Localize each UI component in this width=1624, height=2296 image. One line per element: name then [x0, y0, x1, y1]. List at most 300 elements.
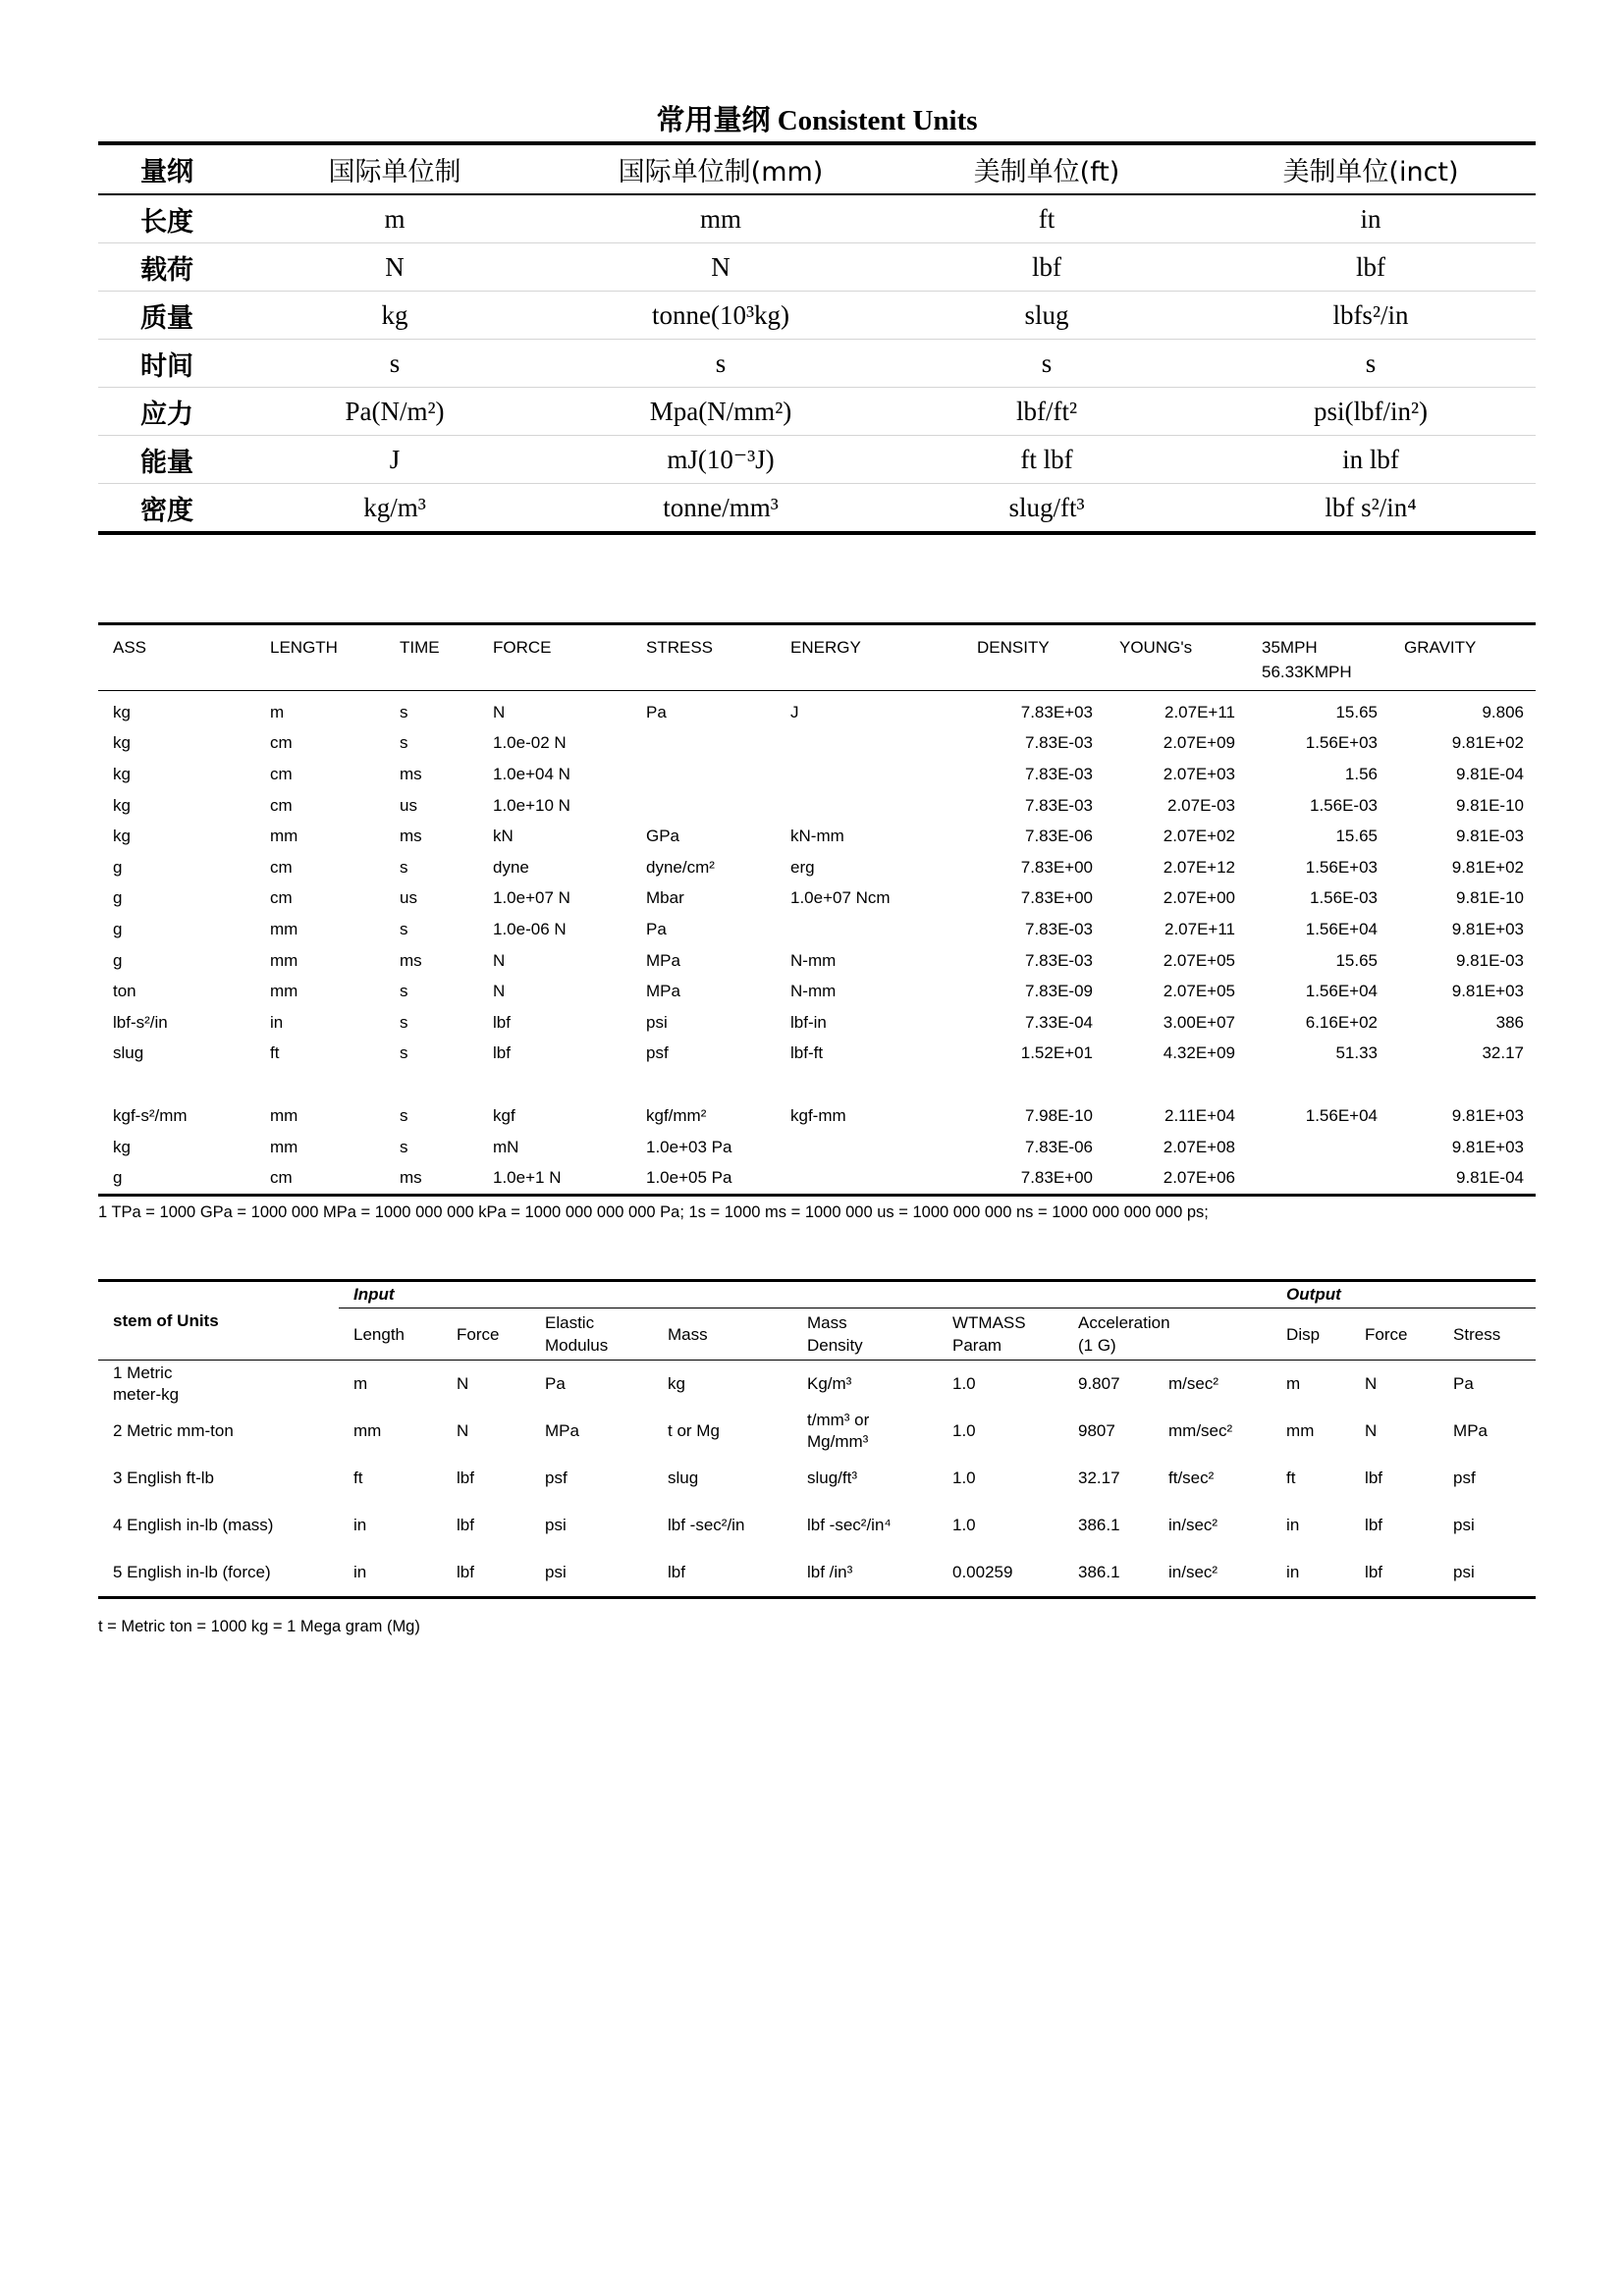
t3-out-force-cell: N	[1365, 1374, 1378, 1393]
t2-cell: 3.00E+07	[1163, 1012, 1235, 1032]
t2-cell: 1.0e+07 Ncm	[790, 888, 891, 908]
t2-cell: Pa	[646, 702, 667, 721]
t3-force-cell: lbf	[442, 1549, 530, 1598]
t2-cell: J	[790, 702, 799, 721]
table-row	[98, 945, 1536, 977]
t2-cell: 1.56E+04	[1305, 982, 1378, 1001]
t2-cell	[776, 759, 962, 790]
t1-cell: 载荷	[98, 243, 236, 292]
t2-cell: dyne	[493, 857, 529, 877]
t3-density-cell	[792, 1408, 938, 1455]
t3-stress-cell: Pa	[1453, 1374, 1474, 1393]
t2-cell: ft	[270, 1043, 280, 1063]
t2-cell	[631, 759, 776, 790]
t1-header-si-mm: 国际单位制(mm)	[554, 143, 888, 194]
t2-cell: cm	[270, 857, 293, 877]
table-spacer-row	[98, 1069, 1536, 1100]
t2-cell: 7.83E-03	[1025, 950, 1093, 970]
t2-cell: 7.83E-03	[1025, 764, 1093, 783]
t1-cell: tonne/mm³	[554, 484, 888, 534]
t3-system-cell	[98, 1549, 339, 1598]
t3-header-accel-l1: Acceleration	[1078, 1313, 1170, 1332]
t2-cell: 51.33	[1335, 1043, 1378, 1063]
t2-cell: in	[270, 1012, 284, 1032]
t2-cell: 1.0e+10 N	[493, 795, 570, 815]
t2-cell: 7.83E+00	[1020, 857, 1093, 877]
t2-cell: 4.32E+09	[1163, 1043, 1235, 1063]
t2-cell	[631, 728, 776, 760]
t2-cell: 1.0e-02 N	[493, 733, 567, 753]
t3-system-cell-line1: 2 Metric mm-ton	[113, 1421, 234, 1440]
t2-cell: mm	[270, 1105, 298, 1125]
table-row	[98, 852, 1536, 883]
table-row	[98, 243, 1536, 292]
t1-cell: lbfs²/in	[1206, 292, 1536, 340]
t2-cell: 9.81E-03	[1456, 827, 1524, 846]
t1-cell: ft lbf	[888, 436, 1206, 484]
t3-stress-cell: MPa	[1453, 1421, 1489, 1440]
t2-cell: 7.83E-03	[1025, 919, 1093, 938]
t2-cell: cm	[270, 733, 293, 753]
t2-cell: 9.81E+03	[1451, 1137, 1524, 1156]
consistent-units-table	[98, 141, 1536, 535]
t3-stress-cell: psi	[1438, 1549, 1536, 1598]
t2-cell: g	[113, 857, 123, 877]
t3-system-cell-line1: 3 English ft-lb	[113, 1468, 214, 1487]
table-row	[98, 759, 1536, 790]
t2-cell	[1247, 1162, 1389, 1195]
t2-cell: s	[400, 1012, 408, 1032]
table-row	[98, 1039, 1536, 1070]
table-row	[98, 194, 1536, 243]
t2-cell: us	[400, 795, 417, 815]
t2-cell: 1.52E+01	[1020, 1043, 1093, 1063]
t1-cell: kg	[236, 292, 554, 340]
t2-cell	[776, 728, 962, 760]
table-row	[98, 691, 1536, 728]
table-row	[98, 728, 1536, 760]
t2-header-35mph-line2: 56.33KMPH	[1262, 663, 1352, 681]
t3-mass-cell: slug	[668, 1468, 699, 1487]
t3-header-mass-density-l2: Density	[807, 1336, 863, 1355]
t2-cell: 1.0e+05 Pa	[631, 1162, 776, 1195]
t1-cell: s	[888, 340, 1206, 388]
t2-cell: kg	[113, 702, 131, 721]
t2-cell: s	[400, 857, 408, 877]
t2-cell: cm	[270, 764, 293, 783]
t2-cell: mm	[270, 982, 298, 1001]
t3-disp-cell: in	[1286, 1516, 1300, 1534]
t3-mass-cell: t or Mg	[668, 1421, 720, 1440]
t2-cell: 1.56	[1344, 764, 1378, 783]
t3-density-cell-line1: slug/ft³	[807, 1468, 858, 1487]
t2-cell: 2.07E+05	[1163, 982, 1235, 1001]
t3-elastic-cell: psi	[545, 1516, 567, 1534]
t2-cell: kgf	[493, 1105, 515, 1125]
t2-cell: N	[493, 982, 506, 1001]
t2-cell: 9.81E+03	[1451, 982, 1524, 1001]
t1-cell: 能量	[98, 436, 236, 484]
t3-input-group: Input	[339, 1281, 1272, 1308]
t2-cell: 7.83E-09	[1025, 982, 1093, 1001]
t2-cell: MPa	[646, 982, 680, 1001]
table-row	[98, 1502, 1536, 1549]
t3-header-elastic-l1: Elastic	[545, 1313, 595, 1332]
t3-force-cell: N	[457, 1374, 469, 1393]
t2-cell: kgf-mm	[790, 1105, 846, 1125]
table-row	[98, 436, 1536, 484]
t2-cell: 2.07E+12	[1163, 857, 1235, 877]
t1-cell: psi(lbf/in²)	[1206, 388, 1536, 436]
t2-cell: ms	[400, 827, 422, 846]
table-row	[98, 1007, 1536, 1039]
t2-cell: ton	[113, 982, 136, 1001]
t3-density-cell	[792, 1361, 938, 1409]
t2-header: YOUNG's	[1105, 624, 1247, 691]
t3-system-cell	[98, 1408, 339, 1455]
t3-wtmass-cell: 1.0	[952, 1468, 976, 1487]
t2-cell: g	[113, 888, 123, 908]
t1-cell: 质量	[98, 292, 236, 340]
t3-density-cell-line1: lbf /in³	[807, 1563, 853, 1581]
t2-cell: s	[400, 919, 408, 938]
table-row	[98, 914, 1536, 945]
t1-header-si: 国际单位制	[236, 143, 554, 194]
t2-cell: mm	[270, 1137, 298, 1156]
t3-header-mass: Mass	[653, 1308, 792, 1361]
t2-cell: psf	[646, 1043, 669, 1063]
t1-cell: lbf s²/in⁴	[1206, 484, 1536, 534]
t2-cell: 7.83E+00	[1020, 888, 1093, 908]
t3-system-cell-line1: 5 English in-lb (force)	[113, 1563, 271, 1581]
t2-cell: 2.11E+04	[1164, 1105, 1235, 1125]
t2-cell: lbf	[493, 1012, 511, 1032]
table1-header-row	[98, 143, 1536, 194]
t1-cell: 密度	[98, 484, 236, 534]
t2-cell	[776, 914, 962, 945]
t2-cell: 2.07E+00	[1163, 888, 1235, 908]
t3-header-out-force: Force	[1350, 1308, 1438, 1361]
t1-cell: in	[1206, 194, 1536, 243]
table-row	[98, 1361, 1536, 1409]
t2-cell	[1247, 1132, 1389, 1163]
t2-cell: mm	[270, 950, 298, 970]
t1-cell: slug	[888, 292, 1206, 340]
t3-header-disp: Disp	[1272, 1308, 1350, 1361]
t2-cell: s	[400, 982, 408, 1001]
t2-cell: 2.07E+06	[1105, 1162, 1247, 1195]
t2-cell: 2.07E+09	[1163, 733, 1235, 753]
t2-cell: us	[400, 888, 417, 908]
t2-cell: mN	[493, 1137, 519, 1156]
t3-wtmass-cell: 1.0	[952, 1374, 976, 1393]
t2-cell: 1.0e+1 N	[478, 1162, 631, 1195]
t2-header: DENSITY	[962, 624, 1105, 691]
t2-cell: kg	[113, 795, 131, 815]
t3-out-force-cell: N	[1365, 1421, 1378, 1440]
t2-cell: 2.07E+05	[1163, 950, 1235, 970]
t3-system-cell	[98, 1361, 339, 1409]
t3-force-cell: N	[457, 1421, 469, 1440]
t3-system-header: stem of Units	[98, 1281, 339, 1361]
t2-cell: 32.17	[1482, 1043, 1524, 1063]
t2-cell: 9.81E+02	[1451, 857, 1524, 877]
t3-system-cell-line2: meter-kg	[113, 1385, 180, 1404]
t2-cell: mm	[270, 827, 298, 846]
t2-cell: 6.16E+02	[1305, 1012, 1378, 1032]
t3-force-cell: lbf	[457, 1468, 474, 1487]
t2-cell: N-mm	[790, 982, 837, 1001]
t2-cell: 1.56E+04	[1305, 1105, 1378, 1125]
t3-density-cell-line1: Kg/m³	[807, 1374, 852, 1393]
table-row	[98, 1549, 1536, 1598]
t3-mass-cell: lbf	[653, 1549, 792, 1598]
t1-header-dimension: 量纲	[98, 143, 236, 194]
t2-cell: 1.0e+07 N	[493, 888, 570, 908]
t3-stress-cell: psf	[1453, 1468, 1476, 1487]
t3-accel-cell: 9.807	[1078, 1374, 1120, 1393]
t2-cell: g	[98, 1162, 255, 1195]
t2-cell: 7.83E+03	[1020, 702, 1093, 721]
t2-header: ASS	[98, 624, 255, 691]
t2-header: LENGTH	[255, 624, 385, 691]
table-row	[98, 883, 1536, 915]
t3-density-cell	[792, 1549, 938, 1598]
t3-header-mass-density	[792, 1308, 938, 1361]
t1-cell: m	[236, 194, 554, 243]
t2-cell: ms	[400, 950, 422, 970]
spacer-cell	[98, 1069, 1536, 1100]
t3-stress-cell: psi	[1453, 1516, 1475, 1534]
t3-wtmass-cell: 1.0	[952, 1516, 976, 1534]
table-row	[98, 790, 1536, 822]
t2-cell: lbf-ft	[790, 1043, 824, 1063]
t2-cell: psi	[646, 1012, 668, 1032]
t2-cell: g	[113, 919, 123, 938]
t2-cell: 9.806	[1482, 702, 1524, 721]
table-row	[98, 1162, 1536, 1195]
t1-cell: ft	[888, 194, 1206, 243]
t2-cell: kN-mm	[790, 827, 844, 846]
t3-accel-cell: 386.1	[1063, 1549, 1154, 1598]
t1-cell: N	[236, 243, 554, 292]
t3-header-force: Force	[442, 1308, 530, 1361]
t2-cell: 7.98E-10	[1025, 1105, 1093, 1125]
t3-out-force-cell: lbf	[1365, 1468, 1383, 1487]
t2-cell: 7.83E-03	[1025, 795, 1093, 815]
t2-header: STRESS	[631, 624, 776, 691]
metric-ton-note: t = Metric ton = 1000 kg = 1 Mega gram (Mg)	[98, 1618, 420, 1635]
t2-cell: 7.83E-03	[1025, 733, 1093, 753]
table3-body	[98, 1361, 1536, 1598]
t2-cell: mm	[270, 919, 298, 938]
table-row	[98, 1455, 1536, 1502]
t3-force-cell: lbf	[457, 1516, 474, 1534]
t2-cell: 15.65	[1335, 950, 1378, 970]
t1-cell: tonne(10³kg)	[554, 292, 888, 340]
t2-cell: cm	[270, 888, 293, 908]
t2-cell: 1.56E+03	[1305, 857, 1378, 877]
t2-header: GRAVITY	[1389, 624, 1536, 691]
t3-accel-unit-cell: mm/sec²	[1168, 1421, 1233, 1440]
t2-cell: MPa	[646, 950, 680, 970]
t3-elastic-cell: psi	[530, 1549, 653, 1598]
t3-density-cell-line1: lbf -sec²/in⁴	[807, 1516, 892, 1534]
t1-cell: 时间	[98, 340, 236, 388]
table2-body	[98, 691, 1536, 1196]
t2-cell: 9.81E+03	[1451, 919, 1524, 938]
t2-cell: 9.81E-04	[1389, 1162, 1536, 1195]
t3-density-cell-line2: Mg/mm³	[807, 1432, 869, 1451]
t2-cell: Mbar	[646, 888, 684, 908]
t1-cell: lbf	[888, 243, 1206, 292]
t3-disp-cell: ft	[1286, 1468, 1296, 1487]
t1-cell: slug/ft³	[888, 484, 1206, 534]
t3-system-cell	[98, 1455, 339, 1502]
t2-cell: m	[270, 702, 285, 721]
t3-length-cell: in	[353, 1516, 367, 1534]
t3-length-cell: mm	[353, 1421, 382, 1440]
t3-header-wtmass-l1: WTMASS	[952, 1313, 1026, 1332]
t2-cell: kg	[113, 764, 131, 783]
t1-cell: s	[1206, 340, 1536, 388]
t3-disp-cell: m	[1286, 1374, 1301, 1393]
t2-cell: 1.0e-06 N	[493, 919, 567, 938]
t3-disp-cell: mm	[1286, 1421, 1315, 1440]
t1-cell: in lbf	[1206, 436, 1536, 484]
t3-accel-unit-cell: ft/sec²	[1168, 1468, 1215, 1487]
t1-cell: Pa(N/m²)	[236, 388, 554, 436]
t2-cell: 1.0e+03 Pa	[646, 1137, 732, 1156]
t2-cell: 1.0e+04 N	[493, 764, 570, 783]
t3-length-cell: ft	[353, 1468, 363, 1487]
t3-accel-unit-cell: in/sec²	[1154, 1549, 1272, 1598]
t2-cell: kgf/mm²	[646, 1105, 707, 1125]
t1-cell: J	[236, 436, 554, 484]
t2-cell: 9.81E+03	[1451, 1105, 1524, 1125]
t3-elastic-cell: psf	[545, 1468, 568, 1487]
t3-out-force-cell: lbf	[1365, 1516, 1383, 1534]
t3-accel-cell: 32.17	[1078, 1468, 1120, 1487]
t2-cell: 1.56E+04	[1305, 919, 1378, 938]
t2-header: TIME	[385, 624, 478, 691]
t1-cell: s	[236, 340, 554, 388]
t2-cell: lbf-in	[790, 1012, 827, 1032]
t3-length-cell: m	[353, 1374, 368, 1393]
t2-cell: 2.07E-03	[1167, 795, 1235, 815]
table2-header-row	[98, 624, 1536, 691]
t2-cell: 2.07E+02	[1163, 827, 1235, 846]
t2-header-35mph	[1247, 624, 1389, 691]
t2-cell: s	[400, 733, 408, 753]
t3-wtmass-cell: 0.00259	[938, 1549, 1063, 1598]
t1-cell: mJ(10⁻³J)	[554, 436, 888, 484]
table-row	[98, 1100, 1536, 1132]
t2-cell: 386	[1495, 1012, 1524, 1032]
t1-cell: lbf	[1206, 243, 1536, 292]
t2-cell: erg	[790, 857, 815, 877]
t3-accel-unit-cell: in/sec²	[1168, 1516, 1218, 1534]
t2-cell: 1.56E-03	[1310, 888, 1378, 908]
t2-cell: 1.56E-03	[1310, 795, 1378, 815]
t2-cell	[631, 790, 776, 822]
unit-systems-values-table	[98, 622, 1536, 1197]
t3-header-elastic-modulus	[530, 1308, 653, 1361]
t2-cell: s	[400, 1105, 408, 1125]
t3-mass-cell: lbf -sec²/in	[668, 1516, 745, 1534]
t2-header: FORCE	[478, 624, 631, 691]
t2-cell: ms	[400, 764, 422, 783]
t2-header: ENERGY	[776, 624, 962, 691]
t3-disp-cell: in	[1272, 1549, 1350, 1598]
t3-header-wtmass-l2: Param	[952, 1336, 1002, 1355]
t2-cell: GPa	[646, 827, 680, 846]
t2-cell: s	[400, 702, 408, 721]
t2-cell: dyne/cm²	[646, 857, 715, 877]
t2-cell: 7.83E-06	[1025, 1137, 1093, 1156]
t3-system-cell-line1: 1 Metric	[113, 1363, 173, 1382]
t3-density-cell	[792, 1502, 938, 1549]
table-row	[98, 340, 1536, 388]
t3-header-accel-l2: (1 G)	[1078, 1336, 1116, 1355]
t2-cell: kg	[113, 1137, 131, 1156]
t3-out-force-cell: lbf	[1350, 1549, 1438, 1598]
table-row	[98, 821, 1536, 852]
t2-cell: lbf-s²/in	[113, 1012, 168, 1032]
t2-cell: kg	[113, 827, 131, 846]
table3-group-row	[98, 1281, 1536, 1308]
t2-cell: kN	[493, 827, 514, 846]
t2-cell: 2.07E+11	[1164, 702, 1235, 721]
t3-accel-cell: 386.1	[1078, 1516, 1120, 1534]
t2-cell: Pa	[646, 919, 667, 938]
t2-cell: ms	[385, 1162, 478, 1195]
t3-header-elastic-l2: Modulus	[545, 1336, 609, 1355]
t2-cell: 9.81E-10	[1456, 795, 1524, 815]
t3-elastic-cell: Pa	[545, 1374, 566, 1393]
t2-cell: kg	[113, 733, 131, 753]
t1-cell: N	[554, 243, 888, 292]
t2-cell	[776, 1132, 962, 1163]
t2-cell: 2.07E+11	[1164, 919, 1235, 938]
t2-cell: 15.65	[1335, 702, 1378, 721]
t1-header-us-ft: 美制单位(ft)	[888, 143, 1206, 194]
t2-cell: 7.83E+00	[962, 1162, 1105, 1195]
table-row	[98, 1408, 1536, 1455]
t2-cell: lbf	[493, 1043, 511, 1063]
t3-header-stress: Stress	[1438, 1308, 1536, 1361]
t3-header-mass-density-l1: Mass	[807, 1313, 847, 1332]
t2-cell	[776, 1162, 962, 1195]
t2-cell: N	[493, 950, 506, 970]
t1-cell: s	[554, 340, 888, 388]
t2-cell: 2.07E+03	[1163, 764, 1235, 783]
t1-cell: mm	[554, 194, 888, 243]
t3-accel-unit-cell: m/sec²	[1168, 1374, 1218, 1393]
t2-cell: 9.81E+02	[1451, 733, 1524, 753]
t2-cell: 9.81E-10	[1456, 888, 1524, 908]
t3-system-cell	[98, 1502, 339, 1549]
t1-cell: Mpa(N/mm²)	[554, 388, 888, 436]
t3-system-cell-line1: 4 English in-lb (mass)	[113, 1516, 274, 1534]
t2-cell: 1.56E+03	[1305, 733, 1378, 753]
t2-cell: 7.83E-06	[1025, 827, 1093, 846]
t2-cell: g	[113, 950, 123, 970]
t1-cell: 应力	[98, 388, 236, 436]
t3-output-group: Output	[1272, 1281, 1536, 1308]
table-row	[98, 1132, 1536, 1163]
t2-header-35mph-line1: 35MPH	[1262, 638, 1318, 657]
